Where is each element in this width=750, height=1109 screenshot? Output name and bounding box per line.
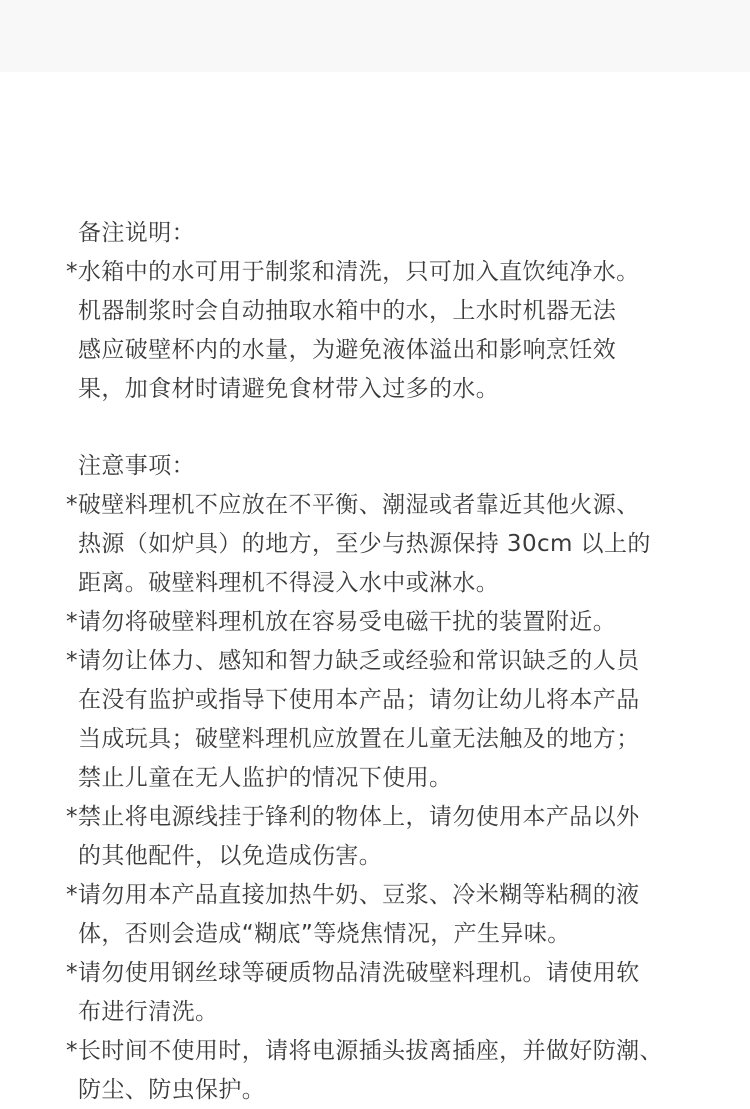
note-item-line: 机器制浆时会自动抽取水箱中的水，上水时机器无法 — [78, 298, 617, 324]
section-gap — [66, 409, 746, 447]
caution-item-line: 当成玩具；破壁料理机应放置在儿童无法触及的地方； — [78, 726, 640, 752]
top-band — [0, 0, 750, 72]
caution-item-line: *请勿将破壁料理机放在容易受电磁干扰的装置附近。 — [66, 609, 617, 635]
note-item-line: 果，加食材时请避免食材带入过多的水。 — [78, 376, 500, 402]
caution-item-line: 防尘、防虫保护。 — [78, 1077, 266, 1103]
caution-item-line: *请勿让体力、感知和智力缺乏或经验和常识缺乏的人员 — [66, 648, 640, 674]
caution-item — [66, 798, 746, 876]
cautions-title: 注意事项： — [78, 453, 195, 479]
caution-item — [66, 1032, 746, 1109]
caution-item-line: 布进行清洗。 — [78, 999, 219, 1025]
caution-item-line: 的其他配件，以免造成伤害。 — [78, 843, 383, 869]
notes-title: 备注说明： — [78, 220, 195, 246]
caution-item-line: *禁止将电源线挂于锋利的物体上，请勿使用本产品以外 — [66, 804, 640, 830]
notes-list — [66, 253, 746, 409]
caution-item — [66, 876, 746, 954]
caution-item-line: 禁止儿童在无人监护的情况下使用。 — [78, 765, 453, 791]
caution-item-line: *长时间不使用时，请将电源插头拔离插座，并做好防潮、 — [66, 1038, 663, 1064]
caution-item — [66, 486, 746, 603]
caution-item-line: 在没有监护或指导下使用本产品；请勿让幼儿将本产品 — [78, 687, 640, 713]
caution-item-line: 体，否则会造成“糊底”等烧焦情况，产生异味。 — [78, 921, 571, 947]
note-item-line: *水箱中的水可用于制浆和清洗，只可加入直饮纯净水。 — [66, 259, 640, 285]
caution-item-line: *请勿用本产品直接加热牛奶、豆浆、冷米糊等粘稠的液 — [66, 882, 640, 908]
cautions-list — [66, 486, 746, 1109]
caution-item-line: *破壁料理机不应放在不平衡、潮湿或者靠近其他火源、 — [66, 492, 640, 518]
note-item-line: 感应破壁杯内的水量，为避免液体溢出和影响烹饪效 — [78, 337, 617, 363]
caution-item-line: 热源（如炉具）的地方，至少与热源保持 30cm 以上的 — [78, 531, 651, 557]
caution-item — [66, 954, 746, 1032]
manual-content — [66, 214, 746, 1109]
caution-item — [66, 603, 746, 642]
caution-item — [66, 642, 746, 798]
caution-item-line: *请勿使用钢丝球等硬质物品清洗破壁料理机。请使用软 — [66, 960, 640, 986]
note-item — [66, 253, 746, 409]
caution-item-line: 距离。破壁料理机不得浸入水中或淋水。 — [78, 570, 500, 596]
